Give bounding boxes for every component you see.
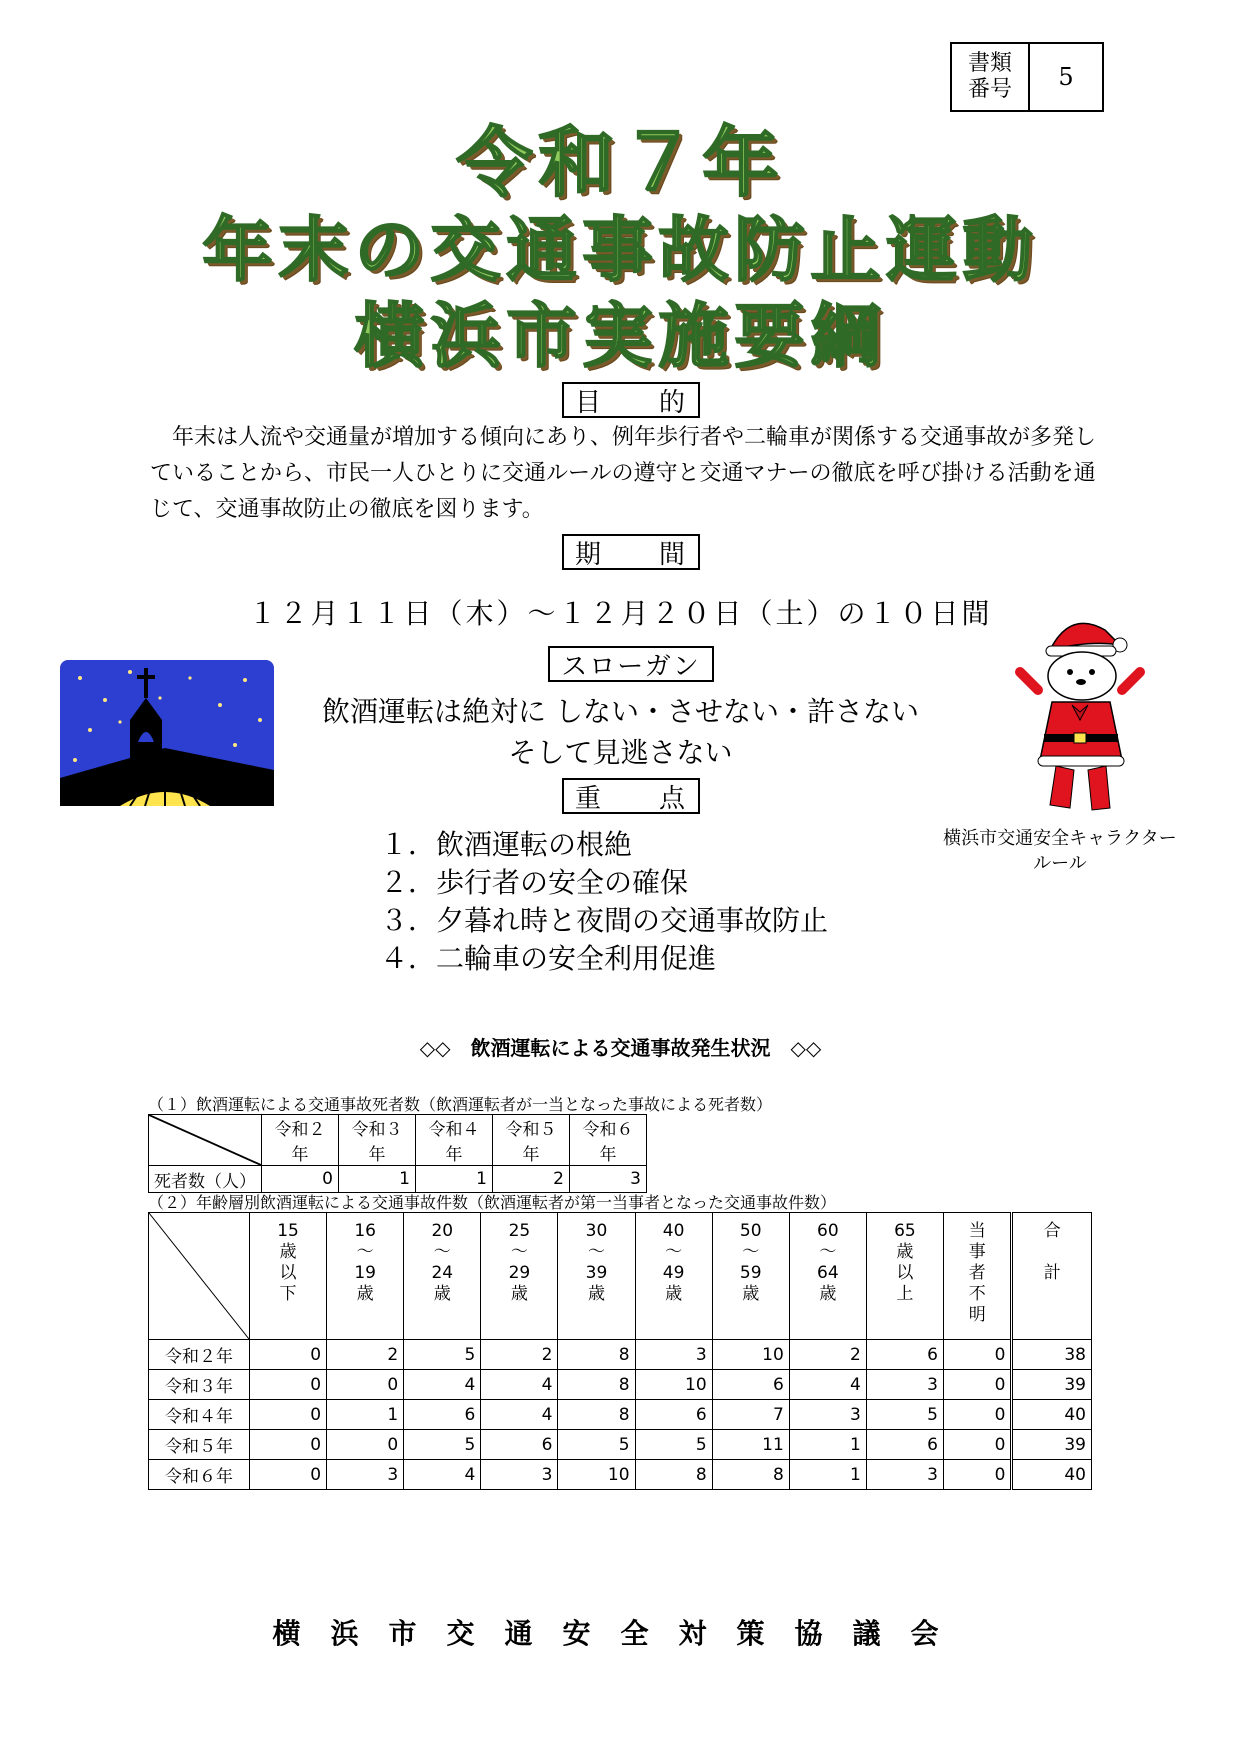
- table2-row-label: 令和５年: [149, 1430, 250, 1460]
- table2-cell: 39: [1012, 1430, 1092, 1460]
- table2-cell: 40: [1012, 1400, 1092, 1430]
- table1-year-header: 令和２年: [262, 1115, 339, 1166]
- table1-year-header: 令和４年: [416, 1115, 493, 1166]
- table-row: [149, 1340, 1092, 1370]
- focus-item: ２．歩行者の安全の確保: [380, 866, 689, 899]
- purpose-heading: 目 的: [562, 382, 700, 418]
- table1-cell: 2: [493, 1166, 570, 1193]
- slogan-line-2: そして見逃さない: [508, 736, 733, 769]
- table2-cell: 6: [404, 1400, 481, 1430]
- fatalities-table: [148, 1114, 647, 1193]
- table2-age-header: 65 歳 以 上: [866, 1213, 943, 1340]
- table-row: [149, 1370, 1092, 1400]
- table1-row-label: 死者数（人）: [149, 1166, 262, 1193]
- table2-cell: 8: [558, 1340, 635, 1370]
- title-line-1: 令和７年: [456, 118, 785, 207]
- table2-cell: 2: [789, 1340, 866, 1370]
- table2-cell: 6: [481, 1430, 558, 1460]
- focus-item: １．飲酒運転の根絶: [380, 828, 633, 861]
- mascot-caption: 横浜市交通安全キャラクター ルール: [943, 828, 1177, 874]
- table2-cell: 0: [250, 1430, 327, 1460]
- table2-cell: 8: [635, 1460, 712, 1490]
- table2-cell: 5: [558, 1430, 635, 1460]
- table2-cell: 3: [635, 1340, 712, 1370]
- table2-cell: 3: [866, 1370, 943, 1400]
- table1-cell: 1: [339, 1166, 416, 1193]
- table2-cell: 2: [481, 1340, 558, 1370]
- table2-age-header: 50 ～ 59 歳: [712, 1213, 789, 1340]
- focus-heading: 重 点: [562, 778, 700, 814]
- table2-cell: 10: [635, 1370, 712, 1400]
- document-number-value: 5: [1058, 63, 1074, 91]
- table2-cell: 3: [789, 1400, 866, 1430]
- document-number-box: [950, 42, 1104, 112]
- table1-year-header: 令和６年: [570, 1115, 647, 1166]
- table2-cell: 0: [250, 1460, 327, 1490]
- table2-cell: 0: [943, 1400, 1012, 1430]
- table2-cell: 1: [327, 1400, 404, 1430]
- focus-item: ３．夕暮れ時と夜間の交通事故防止: [380, 904, 829, 937]
- table2-row-label: 令和４年: [149, 1400, 250, 1430]
- document-number-label: 書類 番号: [952, 44, 1030, 110]
- table2-cell: 11: [712, 1430, 789, 1460]
- table2-cell: 5: [866, 1400, 943, 1430]
- santa-mascot-illustration: [1010, 610, 1150, 820]
- age-group-table: [148, 1212, 1092, 1490]
- focus-list: [380, 826, 828, 978]
- table-row: [149, 1460, 1092, 1490]
- table2-cell: 0: [943, 1460, 1012, 1490]
- table2-age-header: 16 ～ 19 歳: [327, 1213, 404, 1340]
- table1-year-header: 令和３年: [339, 1115, 416, 1166]
- table2-row-label: 令和３年: [149, 1370, 250, 1400]
- table2-cell: 4: [404, 1460, 481, 1490]
- table2-age-header: 40 ～ 49 歳: [635, 1213, 712, 1340]
- table-row: [149, 1400, 1092, 1430]
- table2-age-header: 60 ～ 64 歳: [789, 1213, 866, 1340]
- table2-cell: 6: [866, 1430, 943, 1460]
- table2-age-header: 30 ～ 39 歳: [558, 1213, 635, 1340]
- table2-cell: 1: [789, 1430, 866, 1460]
- table2-cell: 38: [1012, 1340, 1092, 1370]
- table1-year-header: 令和５年: [493, 1115, 570, 1166]
- slogan-line-1: 飲酒運転は絶対に しない・させない・許さない: [322, 695, 919, 728]
- table2-cell: 6: [712, 1370, 789, 1400]
- table-row: [149, 1430, 1092, 1460]
- purpose-text: 年末は人流や交通量が増加する傾向にあり、例年歩行者や二輪車が関係する交通事故が多発していることから、市民一人ひとりに交通ルールの遵守と交通マナーの徹底を呼び掛ける活動を通じて、交通事故防止の徹底を図ります。: [150, 425, 1097, 522]
- table2-corner: [149, 1213, 250, 1340]
- table2-cell: 5: [635, 1430, 712, 1460]
- table2-cell: 3: [866, 1460, 943, 1490]
- table2-cell: 7: [712, 1400, 789, 1430]
- period-text: １２月１１日（木）～１２月２０日（土）の１０日間: [248, 597, 993, 630]
- table2-cell: 0: [327, 1370, 404, 1400]
- table2-cell: 6: [635, 1400, 712, 1430]
- table2-cell: 5: [404, 1340, 481, 1370]
- table2-cell: 40: [1012, 1460, 1092, 1490]
- table2-cell: 4: [481, 1370, 558, 1400]
- table2-cell: 3: [481, 1460, 558, 1490]
- table1-corner: [149, 1115, 262, 1166]
- table2-cell: 6: [866, 1340, 943, 1370]
- table2-cell: 4: [481, 1400, 558, 1430]
- stats-title: ◇◇ 飲酒運転による交通事故発生状況 ◇◇: [419, 1036, 822, 1060]
- title-line-2: 年末の交通事故防止運動: [202, 209, 1039, 291]
- table2-cell: 2: [327, 1340, 404, 1370]
- table2-cell: 10: [712, 1340, 789, 1370]
- slogan-heading: スローガン: [548, 646, 714, 682]
- table2-cell: 0: [943, 1340, 1012, 1370]
- table2-cell: 4: [404, 1370, 481, 1400]
- table2-row-label: 令和２年: [149, 1340, 250, 1370]
- table2-age-header: 15 歳 以 下: [250, 1213, 327, 1340]
- table1-cell: 3: [570, 1166, 647, 1193]
- table2-cell: 0: [943, 1430, 1012, 1460]
- table2-cell: 8: [558, 1370, 635, 1400]
- table-row: [149, 1166, 647, 1193]
- table2-cell: 0: [250, 1370, 327, 1400]
- table2-age-header: 合 計: [1012, 1213, 1092, 1340]
- table2-age-header: 25 ～ 29 歳: [481, 1213, 558, 1340]
- table2-row-label: 令和６年: [149, 1460, 250, 1490]
- period-heading: 期 間: [562, 534, 700, 570]
- table2-cell: 5: [404, 1430, 481, 1460]
- table2-cell: 0: [250, 1340, 327, 1370]
- table2-cell: 8: [558, 1400, 635, 1430]
- table2-age-header: 当 事 者 不 明: [943, 1213, 1012, 1340]
- table2-cell: 39: [1012, 1370, 1092, 1400]
- organization-name: 横浜市交通安全対策協議会: [272, 1617, 969, 1650]
- table2-cell: 10: [558, 1460, 635, 1490]
- table1-cell: 0: [262, 1166, 339, 1193]
- table1-cell: 1: [416, 1166, 493, 1193]
- table2-cell: 0: [250, 1400, 327, 1430]
- table2-age-header: 20 ～ 24 歳: [404, 1213, 481, 1340]
- table2-caption: （２）年齢層別飲酒運転による交通事故件数（飲酒運転者が第一当事者となった交通事故件数）: [148, 1193, 837, 1212]
- title-line-3: 横浜市実施要綱: [354, 295, 887, 377]
- table2-cell: 4: [789, 1370, 866, 1400]
- table2-cell: 3: [327, 1460, 404, 1490]
- table1-caption: （１）飲酒運転による交通事故死者数（飲酒運転者が一当となった事故による死者数）: [148, 1095, 773, 1114]
- table2-cell: 0: [943, 1370, 1012, 1400]
- table2-cell: 8: [712, 1460, 789, 1490]
- focus-item: ４．二輪車の安全利用促進: [380, 942, 717, 975]
- table2-cell: 0: [327, 1430, 404, 1460]
- table2-cell: 1: [789, 1460, 866, 1490]
